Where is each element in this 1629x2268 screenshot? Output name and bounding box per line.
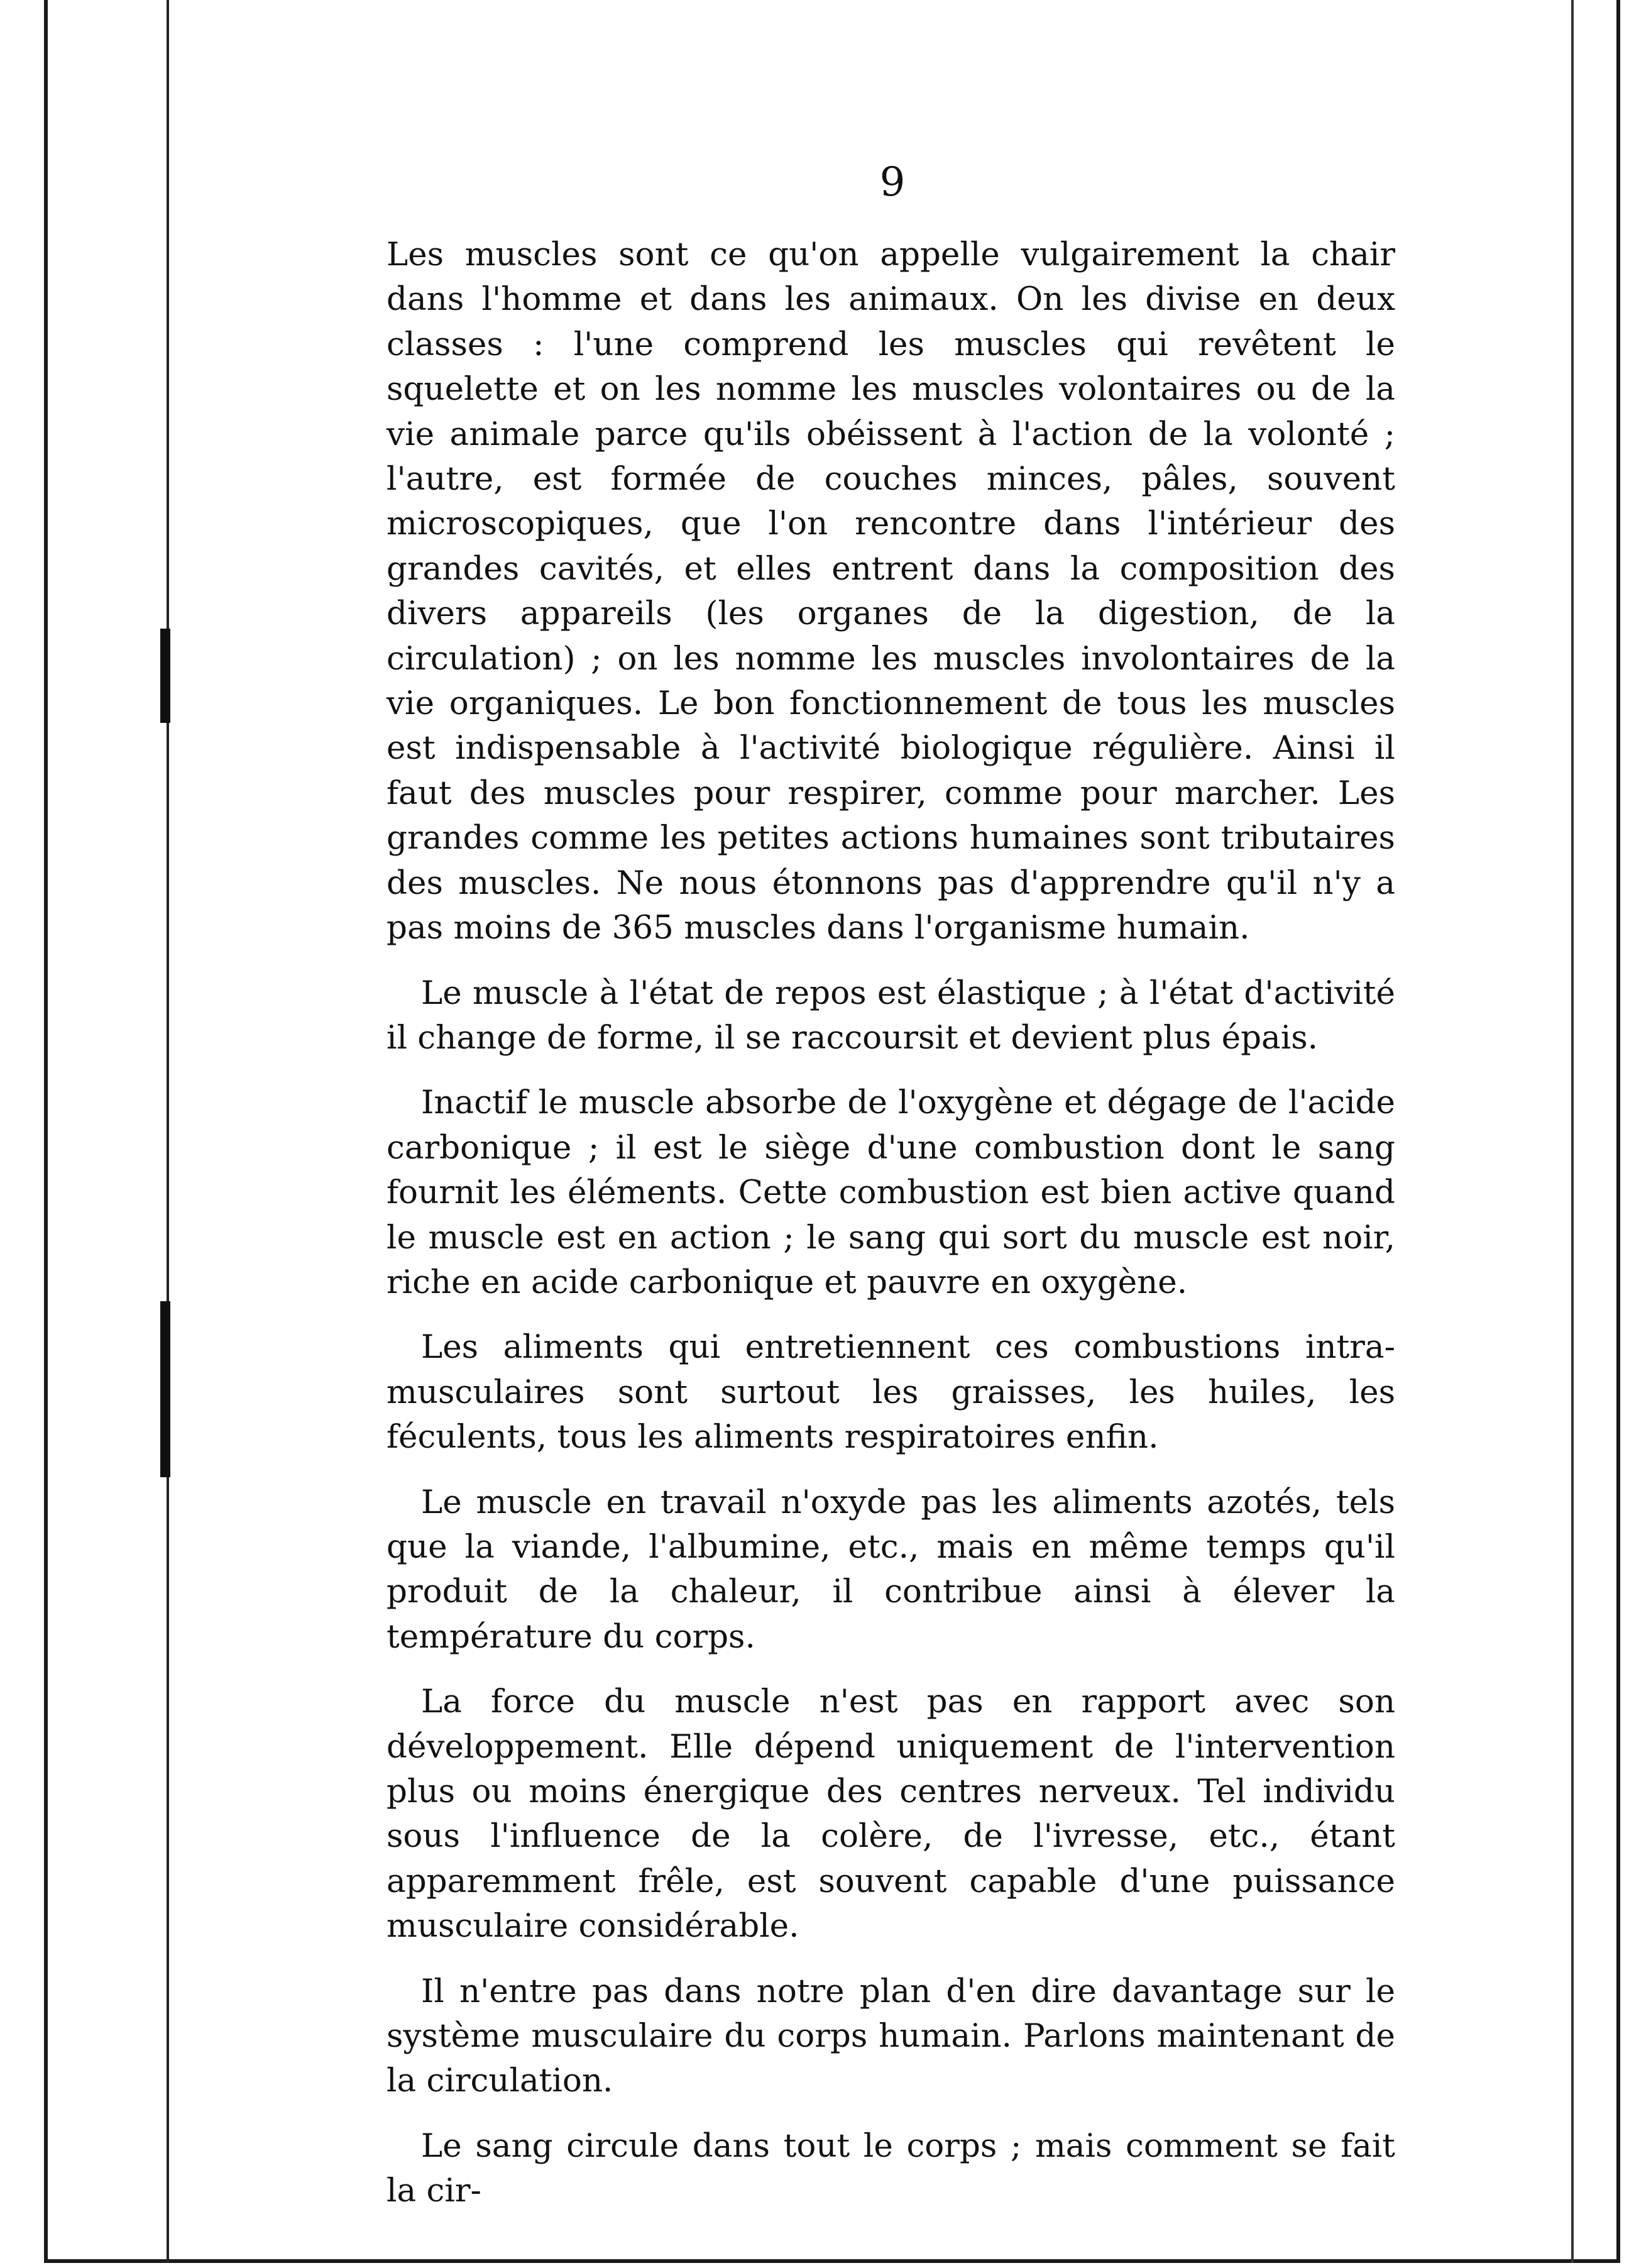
page-right-edge [1571,0,1574,2263]
paragraph-6: La force du muscle n'est pas en rapport avec son développement. Elle dépend uniquement de l'intervention plus ou moins énergique des centres nerveux. Tel individu sous l'influence de la colère, de l'ivresse, etc., étant apparemment frêle, est souvent capable d'une puissance musculaire considérable. [387,1683,1395,1946]
body-text [387,233,1395,2214]
binding-mark-upper [160,629,170,723]
paragraph-3: Inactif le muscle absorbe de l'oxygène et dégage de l'acide carbonique ; il est le siège d'une combustion dont le sang fournit les éléments. Cette combustion est bien active quand le muscle est en action ; le sang qui sort du muscle est noir, riche en acide carbonique et pauvre en oxygène. [387,1084,1395,1301]
paragraph-1: Les muscles sont ce qu'on appelle vulgairement la chair dans l'homme et dans les animaux. On les divise en deux classes : l'une comprend les muscles qui revêtent le squelette et on les nomme les muscles volontaires ou de la vie animale parce qu'ils obéissent à l'action de la volonté ; l'autre, est formée de couches minces, pâles, souvent microscopiques, que l'on rencontre dans l'intérieur des grandes cavités, et elles entrent dans la composition des divers appareils (les organes de la digestion, de la circulation) ; on les nomme les muscles involontaires de la vie organiques. Le bon fonctionnement de tous les muscles est indispensable à l'activité biologique régulière. Ainsi il faut des muscles pour respirer, comme pour marcher. Les grandes comme les petites actions humaines sont tributaires des muscles. Ne nous étonnons pas d'apprendre qu'il n'y a pas moins de 365 muscles dans l'organisme humain. [387,236,1395,947]
paragraph-8: Le sang circule dans tout le corps ; mais comment se fait la cir- [387,2127,1395,2210]
paragraph-4: Les aliments qui entretiennent ces combustions intra-musculaires sont surtout les graisses, les huiles, les féculents, tous les aliments respiratoires enfin. [387,1328,1395,1456]
paragraph-5: Le muscle en travail n'oxyde pas les aliments azotés, tels que la viande, l'albumine, etc., mais en même temps qu'il produit de la chaleur, il contribue ainsi à élever la température du corps. [387,1483,1395,1656]
page-number: 9 [879,159,906,206]
binding-mark-lower [160,1301,170,1477]
paragraph-7: Il n'entre pas dans notre plan d'en dire davantage sur le système musculaire du corps humain. Parlons maintenant de la circulation. [387,1972,1395,2100]
binding-edge [167,0,169,2263]
paragraph-2: Le muscle à l'état de repos est élastique ; à l'état d'activité il change de forme, il se raccoursit et devient plus épais. [387,974,1395,1057]
